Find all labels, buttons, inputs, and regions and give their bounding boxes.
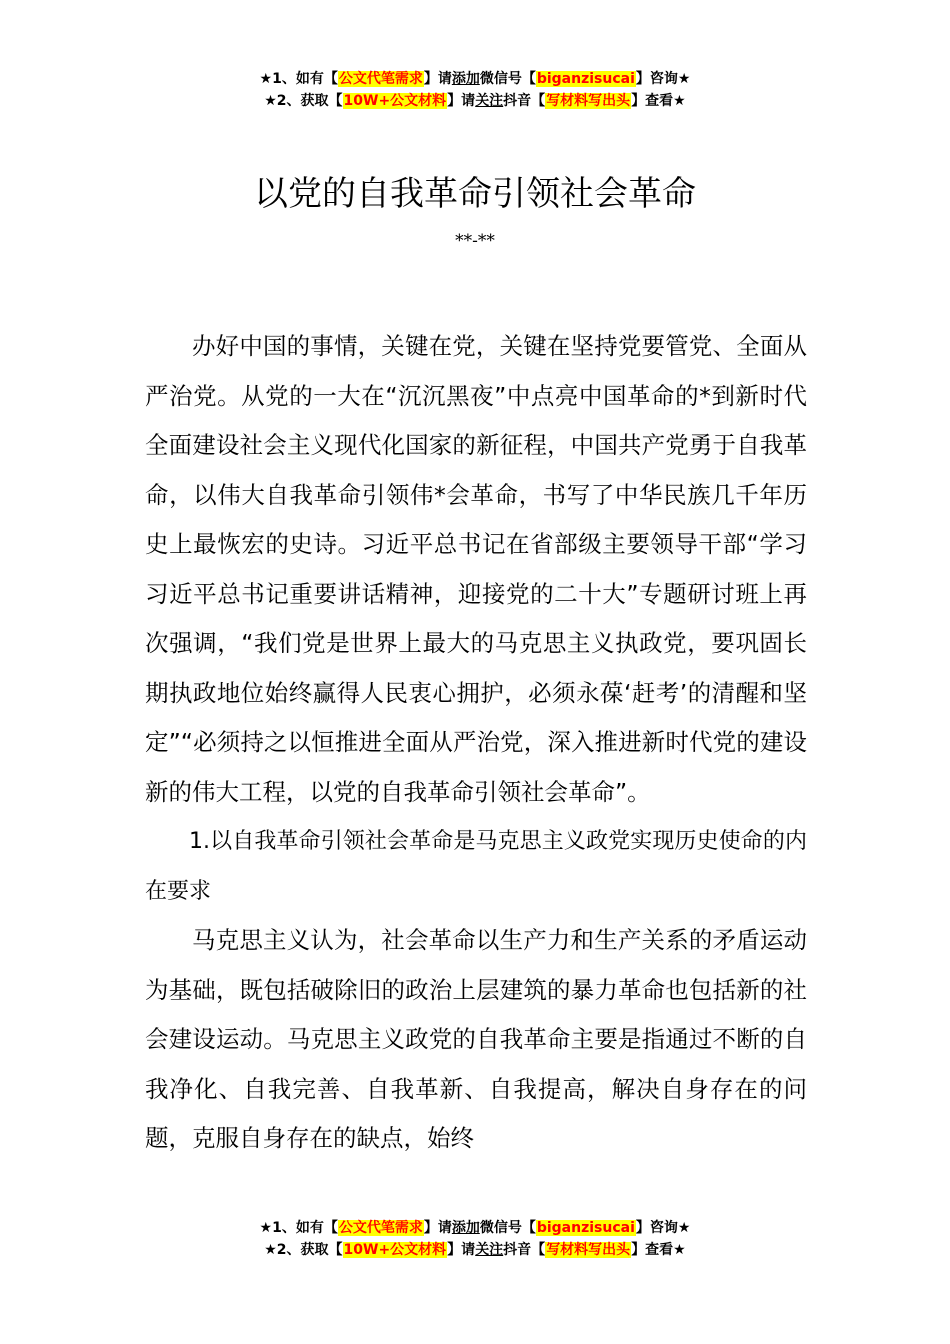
banner-highlight: biganzisucai <box>536 71 635 87</box>
document-author: **-** <box>455 231 495 251</box>
footer-banner <box>0 1217 950 1261</box>
section-heading: 1.以自我革命引领社会革命是马克思主义政党实现历史使命的内在要求 <box>145 829 807 904</box>
document-body <box>145 322 807 1164</box>
banner-text: 微信号【 <box>479 1220 536 1236</box>
banner-text: 抖音【 <box>503 93 546 109</box>
banner-underline: 添加 <box>451 1220 480 1236</box>
banner-line-1 <box>0 1217 950 1239</box>
banner-underline: 添加 <box>451 71 480 87</box>
banner-highlight: 10W+公文材料 <box>343 1242 447 1258</box>
banner-highlight: biganzisucai <box>536 1220 635 1236</box>
banner-text: ★1、如有【 <box>259 1220 338 1236</box>
banner-text: 】请 <box>423 1220 452 1236</box>
banner-text: 微信号【 <box>479 71 536 87</box>
banner-text: 】请 <box>447 93 476 109</box>
banner-highlight: 公文代笔需求 <box>338 71 423 87</box>
banner-text: ★2、获取【 <box>264 1242 343 1258</box>
banner-highlight: 写材料写出头 <box>546 93 631 109</box>
banner-underline: 关注 <box>475 1242 504 1258</box>
banner-highlight: 10W+公文材料 <box>343 93 447 109</box>
banner-text: 】咨询★ <box>635 71 691 87</box>
banner-line-2 <box>0 1239 950 1261</box>
banner-text: 】请 <box>423 71 452 87</box>
banner-text: 】查看★ <box>631 1242 686 1258</box>
banner-highlight: 公文代笔需求 <box>338 1220 423 1236</box>
document-title: 以党的自我革命引领社会革命 <box>254 174 696 214</box>
banner-highlight: 写材料写出头 <box>546 1242 631 1258</box>
banner-text: 抖音【 <box>503 1242 546 1258</box>
banner-line-2 <box>0 90 950 112</box>
banner-line-1 <box>0 68 950 90</box>
banner-underline: 关注 <box>475 93 504 109</box>
banner-text: 】请 <box>447 1242 476 1258</box>
paragraph: 马克思主义认为，社会革命以生产力和生产关系的矛盾运动为基础，既包括破除旧的政治上层建筑的暴力革命也包括新的社会建设运动。马克思主义政党的自我革命主要是指通过不断的自我净化、自我完善、自我革新、自我提高，解决自身存在的问题，克服自身存在的缺点，始终 <box>145 926 807 1152</box>
header-banner <box>0 68 950 112</box>
banner-text: ★2、获取【 <box>264 93 343 109</box>
banner-text: ★1、如有【 <box>259 71 338 87</box>
paragraph: 办好中国的事情，关键在党，关键在坚持党要管党、全面从严治党。从党的一大在“沉沉黑夜”中点亮中国革命的*到新时代全面建设社会主义现代化国家的新征程，中国共产党勇于自我革命，以伟大自我革命引领伟*会革命，书写了中华民族几千年历史上最恢宏的史诗。习近平总书记在省部级主要领导干部“学习习近平总书记重要讲话精神，迎接党的二十大”专题研讨班上再次强调，“我们党是世界上最大的马克思主义执政党，要巩固长期执政地位始终赢得人民衷心拥护，必须永葆‘赶考’的清醒和坚定”“必须持之以恒推进全面从严治党，深入推进新时代党的建设新的伟大工程，以党的自我革命引领社会革命”。 <box>145 332 807 806</box>
banner-text: 】咨询★ <box>635 1220 691 1236</box>
banner-text: 】查看★ <box>631 93 686 109</box>
